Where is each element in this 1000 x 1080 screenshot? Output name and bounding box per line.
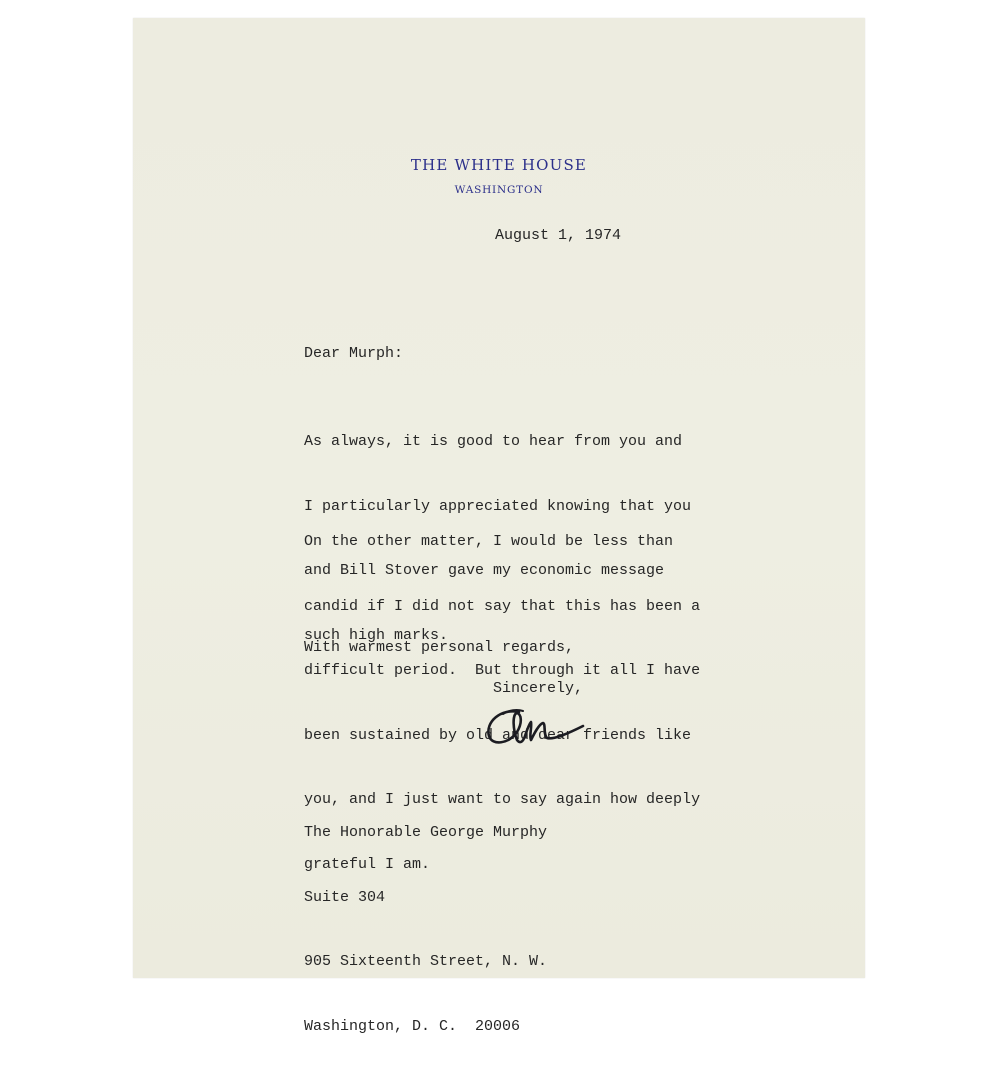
letter-date: August 1, 1974 [495, 227, 622, 244]
paragraph-line: been sustained by old and dear friends like [304, 726, 692, 744]
address-line: Suite 304 [304, 888, 386, 906]
paragraph-line: On the other matter, I would be less than [304, 533, 674, 550]
paragraph-line: grateful I am. [304, 855, 431, 873]
paragraph-line: you, and I just want to say again how deeply [304, 791, 701, 808]
paragraph-line: such high marks. [304, 626, 449, 644]
paragraph-line: candid if I did not say that this has been a [304, 597, 701, 615]
address-line: 905 Sixteenth Street, N. W. [304, 953, 548, 970]
sign-off: Sincerely, [493, 680, 584, 697]
paragraph-line: and Bill Stover gave my economic message [304, 562, 665, 579]
signature-icon [479, 700, 591, 750]
letterhead-subtitle: WASHINGTON [454, 184, 544, 196]
recipient-address [304, 779, 547, 1080]
salutation: Dear Murph: [304, 345, 404, 362]
letter-page [133, 18, 865, 1035]
paragraph-line: I particularly appreciated knowing that you [304, 497, 692, 515]
closing-line: With warmest personal regards, [304, 639, 575, 656]
address-line: Washington, D. C. 20006 [304, 1017, 521, 1035]
address-line: The Honorable George Murphy [304, 824, 548, 841]
paragraph-line: As always, it is good to hear from you and [304, 433, 683, 450]
letterhead-title: THE WHITE HOUSE [410, 156, 588, 174]
paragraph-line: difficult period. But through it all I have [304, 662, 701, 679]
